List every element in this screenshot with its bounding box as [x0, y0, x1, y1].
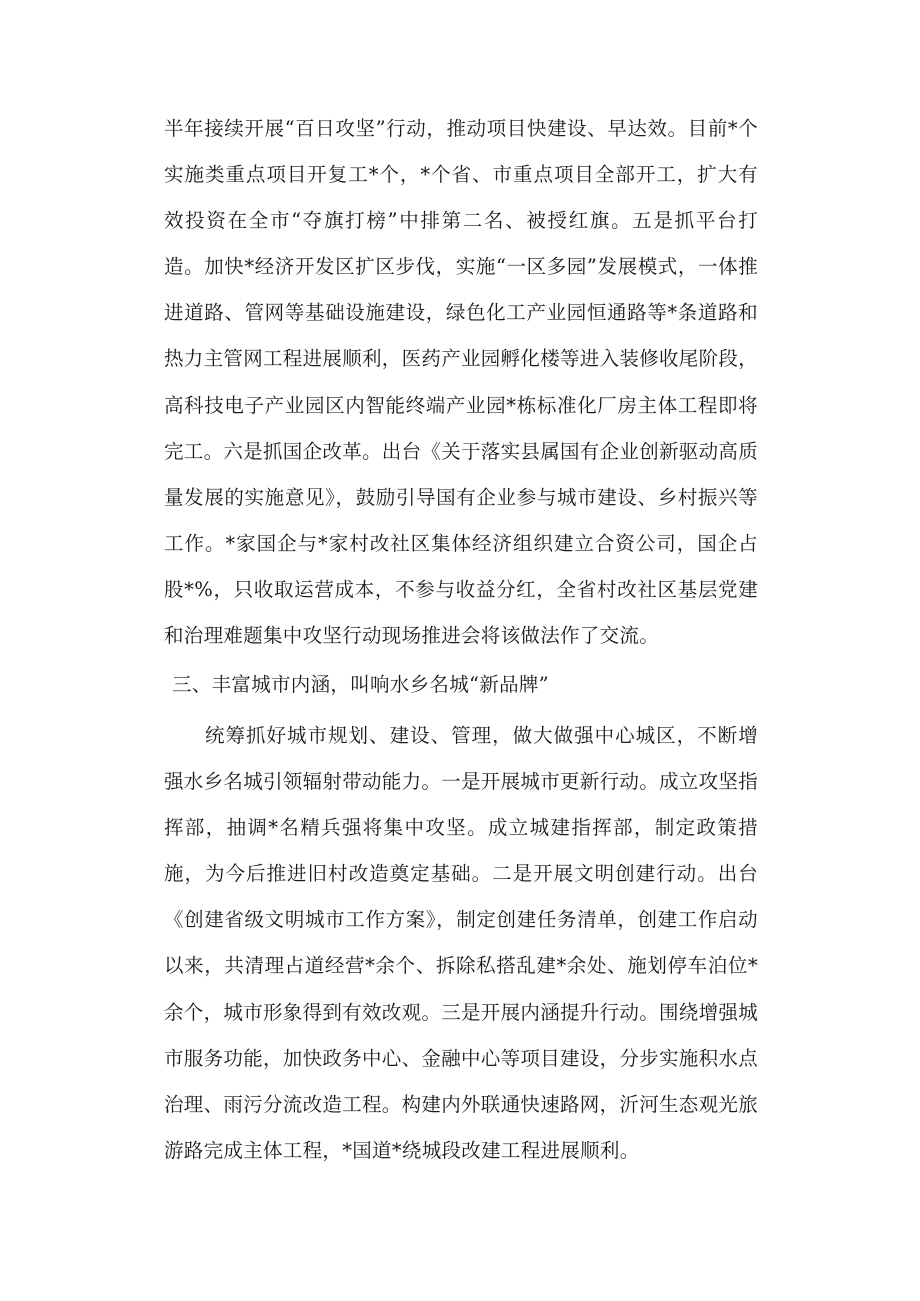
- body-paragraph-1: 半年接续开展“百日攻坚”行动，推动项目快建设、早达效。目前*个实施类重点项目开复工*个，*个省、市重点项目全部开工，扩大有效投资在全市“夺旗打榜”中排第二名、被授红旗。五是抓平台打造。加快*经济开发区扩区步伐，实施“一区多园”发展模式，一体推进道路、管网等基础设施建设，绿色化工产业园恒通路等*条道路和热力主管网工程进展顺利，医药产业园孵化楼等进入装修收尾阶段，高科技电子产业园区内智能终端产业园*栋标准化厂房主体工程即将完工。六是抓国企改革。出台《关于落实县属国有企业创新驱动高质量发展的实施意见》，鼓励引导国有企业参与城市建设、乡村振兴等工作。*家国企与*家村改社区集体经济组织建立合资公司，国企占股*%，只收取运营成本，不参与收益分红，全省村改社区基层党建和治理难题集中攻坚行动现场推进会将该做法作了交流。: [164, 117, 759, 648]
- body-paragraph-2: 统筹抓好城市规划、建设、管理，做大做强中心城区，不断增强水乡名城引领辐射带动能力。一是开展城市更新行动。成立攻坚指挥部，抽调*名精兵强将集中攻坚。成立城建指挥部，制定政策措施，为今后推进旧村改造奠定基础。二是开展文明创建行动。出台《创建省级文明城市工作方案》，制定创建任务清单，创建工作启动以来，共清理占道经营*余个、拆除私搭乱建*余处、施划停车泊位*余个，城市形象得到有效改观。三是开展内涵提升行动。围绕增强城市服务功能，加快政务中心、金融中心等项目建设，分步实施积水点治理、雨污分流改造工程。构建内外联通快速路网，沂河生态观光旅游路完成主体工程，*国道*绕城段改建工程进展顺利。: [164, 724, 759, 1162]
- section-heading: 三、丰富城市内涵，叫响水乡名城“新品牌”: [172, 673, 549, 696]
